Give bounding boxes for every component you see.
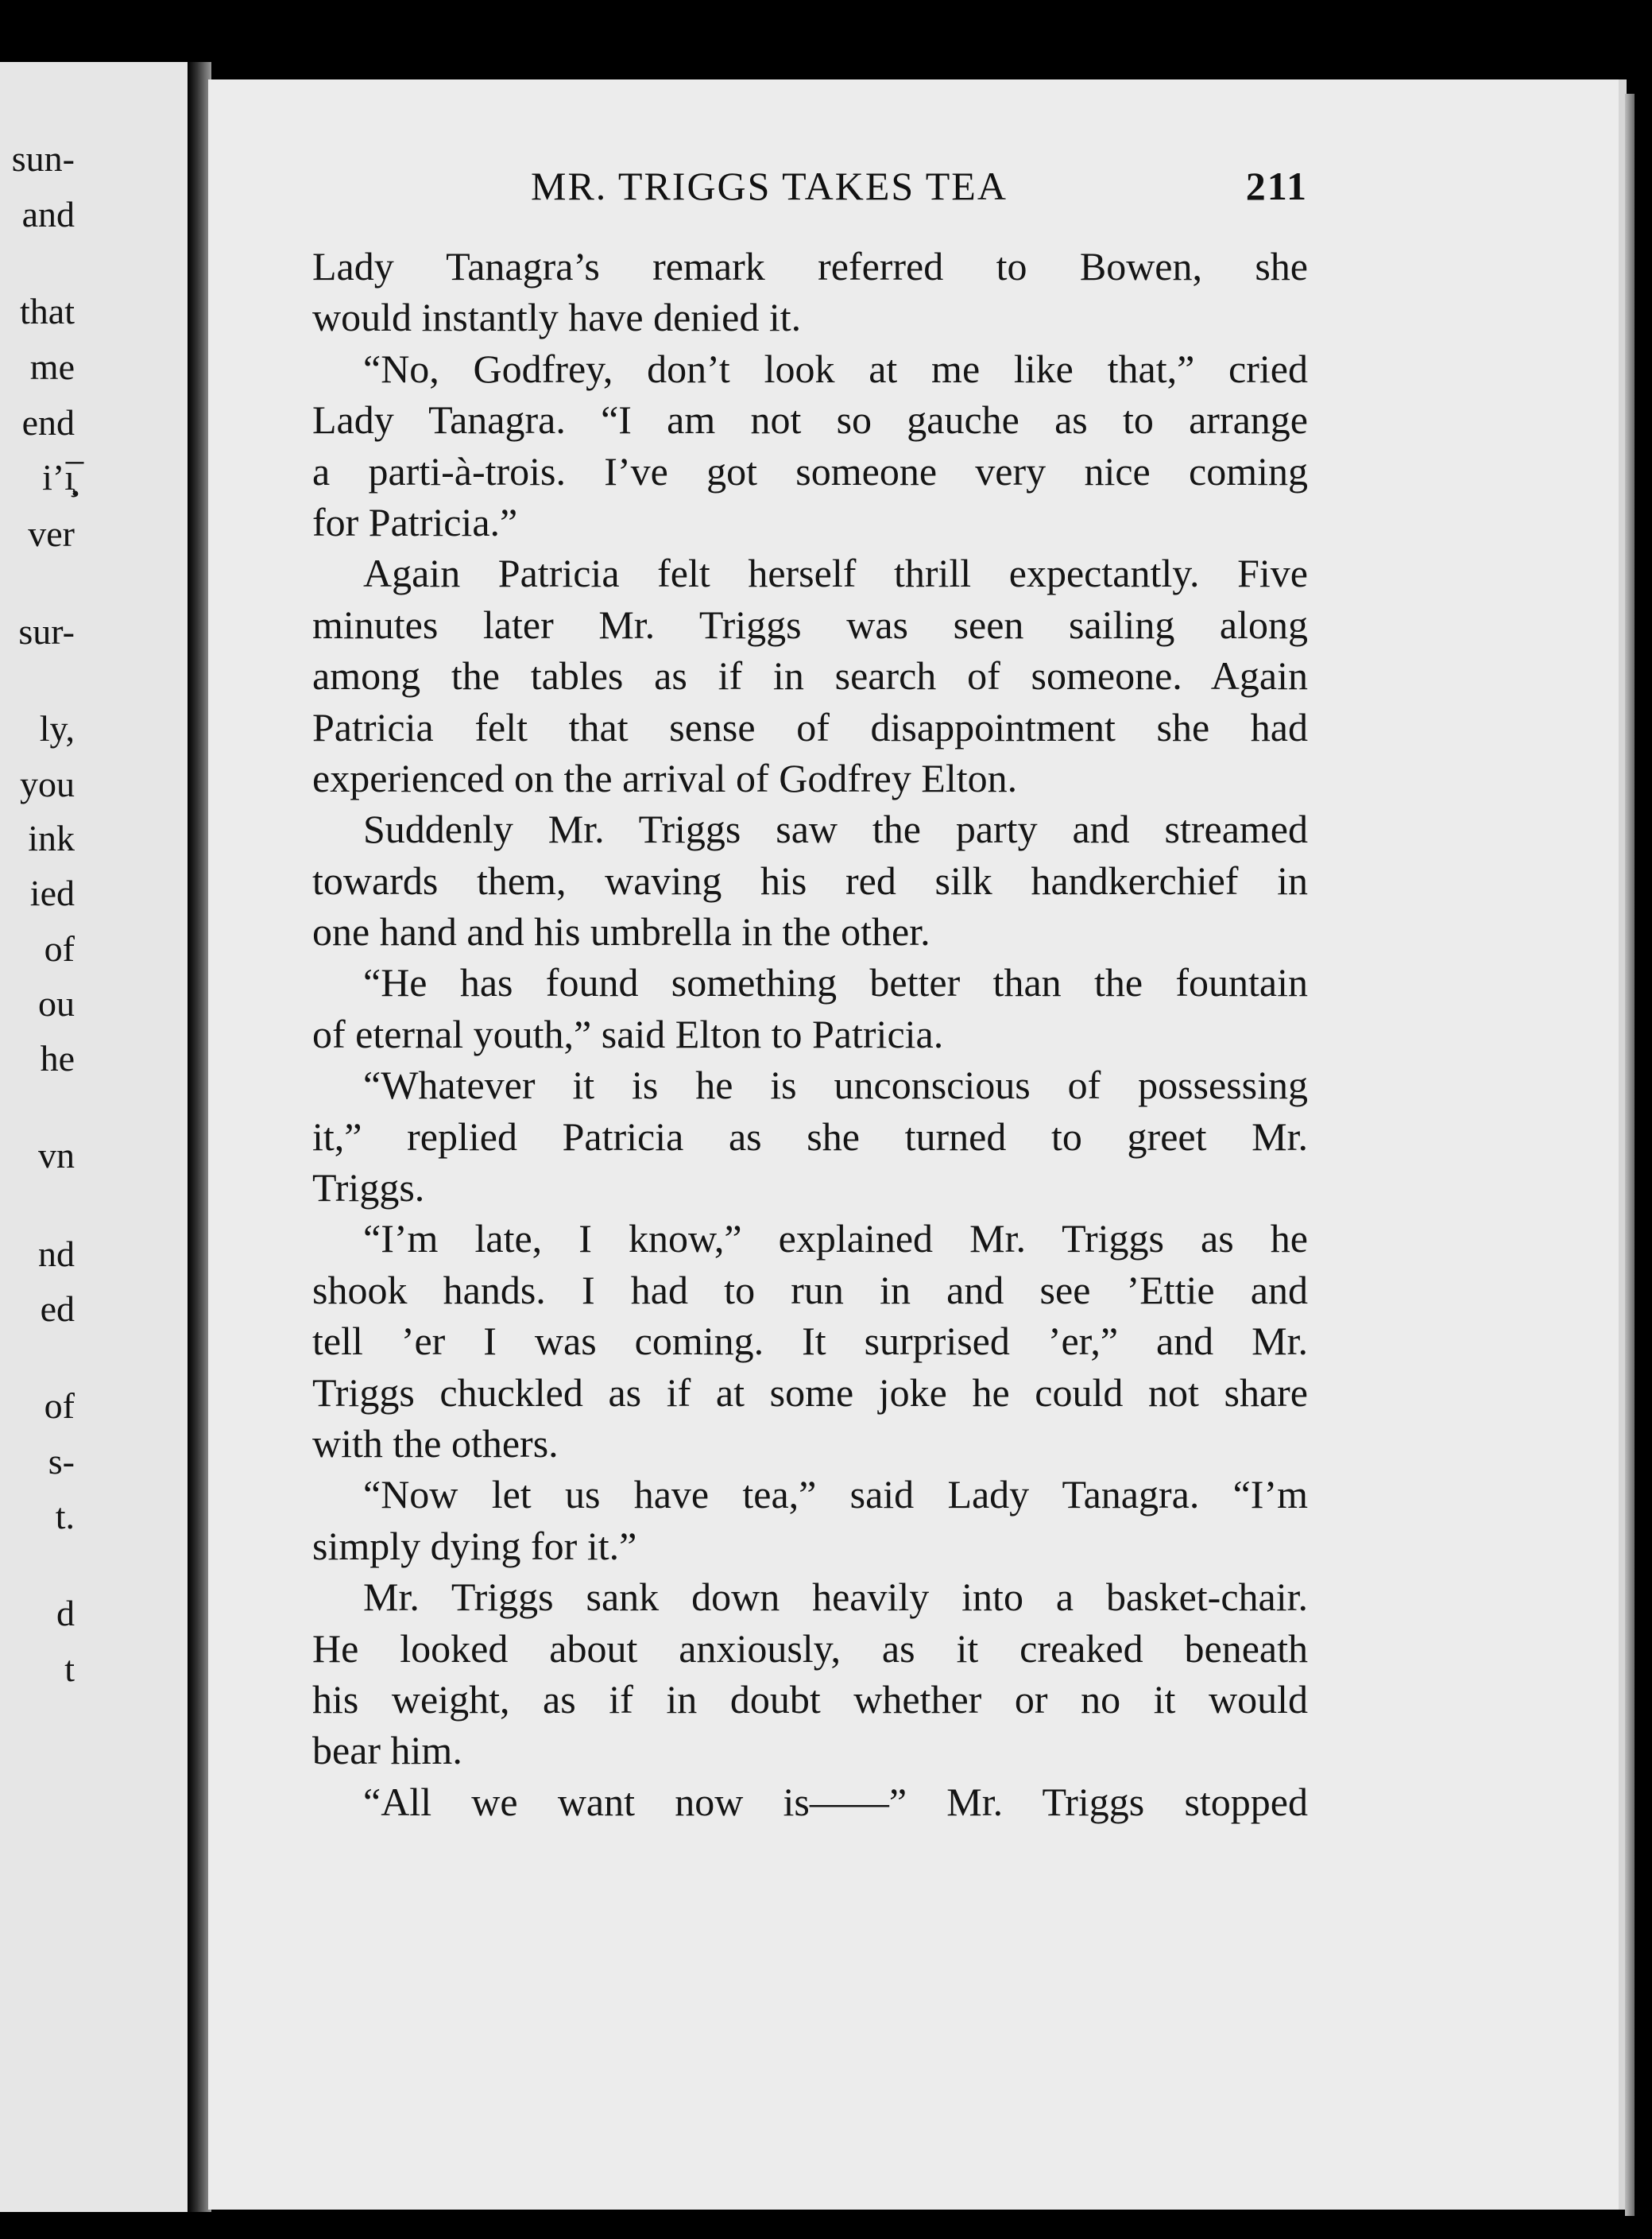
left-page-fragment: t. xyxy=(55,1496,75,1536)
page-edge-shadow xyxy=(1625,94,1635,2216)
left-page-fragment: sur- xyxy=(18,611,75,652)
left-page-fragment: d xyxy=(56,1593,75,1633)
left-page-fragment: ied xyxy=(29,873,75,913)
left-page-fragment: nd xyxy=(38,1234,75,1274)
left-facing-page xyxy=(0,62,188,2212)
text-line: “Whatever it is he is unconscious of possessing xyxy=(363,1063,1308,1108)
text-line: minutes later Mr. Triggs was seen sailing along xyxy=(312,602,1308,647)
left-page-fragment: of xyxy=(44,928,75,969)
text-line: tell ’er I was coming. It surprised ’er,” and Mr. xyxy=(312,1319,1308,1364)
text-line: experienced on the arrival of Godfrey Elton. xyxy=(312,755,1018,800)
text-line: “Now let us have tea,” said Lady Tanagra. “I’m xyxy=(363,1472,1308,1517)
left-page-fragment: that xyxy=(20,291,75,331)
left-page-fragment: ou xyxy=(38,983,75,1024)
text-line: He looked about anxiously, as it creaked beneath xyxy=(312,1625,1308,1671)
left-page-fragment: vn xyxy=(38,1135,75,1176)
text-line: Again Patricia felt herself thrill expectantly. Five xyxy=(363,551,1308,596)
text-line: “No, Godfrey, don’t look at me like that,” cried xyxy=(363,346,1308,391)
text-line: Mr. Triggs sank down heavily into a basket-chair. xyxy=(363,1575,1308,1620)
text-line: would instantly have denied it. xyxy=(312,295,802,340)
left-page-fragment: and xyxy=(21,194,75,234)
text-line: among the tables as if in search of someone. Again xyxy=(312,653,1308,699)
left-page-fragment: t xyxy=(64,1648,75,1689)
text-line: towards them, waving his red silk handkerchief in xyxy=(312,858,1308,903)
running-title: MR. TRIGGS TAKES TEA xyxy=(531,164,1008,208)
text-line: Suddenly Mr. Triggs saw the party and streamed xyxy=(363,807,1308,852)
text-line: one hand and his umbrella in the other. xyxy=(312,909,930,955)
body-text xyxy=(312,241,1308,1827)
text-line: Triggs. xyxy=(312,1165,425,1211)
text-line: “All we want now is——” Mr. Triggs stopped xyxy=(363,1779,1308,1824)
left-page-fragment: sun- xyxy=(11,138,75,179)
left-page-fragment: he xyxy=(40,1038,75,1079)
left-page-fragment: s- xyxy=(48,1441,75,1482)
left-page-fragment: you xyxy=(20,764,75,804)
text-line: a parti-à-trois. I’ve got someone very nice coming xyxy=(312,448,1308,494)
text-line: it,” replied Patricia as she turned to greet Mr. xyxy=(312,1114,1308,1159)
text-line: Patricia felt that sense of disappointment she had xyxy=(312,704,1308,750)
text-line: for Patricia.” xyxy=(312,499,518,544)
text-line: Triggs chuckled as if at some joke he could not share xyxy=(312,1369,1308,1415)
left-page-fragment: i’ı̧̣̅ xyxy=(42,457,75,498)
text-line: simply dying for it.” xyxy=(312,1523,637,1568)
text-line: shook hands. I had to run in and see ’Ettie and xyxy=(312,1267,1308,1312)
left-page-fragment: end xyxy=(21,402,75,443)
page-number: 211 xyxy=(1245,164,1308,208)
text-line: bear him. xyxy=(312,1728,462,1773)
left-page-fragment: ly, xyxy=(39,708,75,749)
text-line: Lady Tanagra’s remark referred to Bowen, she xyxy=(312,244,1308,289)
text-line: Lady Tanagra. “I am not so gauche as to arrange xyxy=(312,397,1308,443)
text-line: with the others. xyxy=(312,1420,559,1466)
text-line: his weight, as if in doubt whether or no it would xyxy=(312,1676,1308,1722)
left-page-fragment: ver xyxy=(28,513,75,554)
running-head xyxy=(312,163,1308,219)
left-page-fragment: of xyxy=(44,1385,75,1426)
left-page-fragment: ink xyxy=(28,818,75,858)
text-line: “He has found something better than the fountain xyxy=(363,960,1308,1005)
left-page-fragment: me xyxy=(29,347,75,387)
text-line: of eternal youth,” said Elton to Patricia. xyxy=(312,1011,944,1056)
text-line: “I’m late, I know,” explained Mr. Triggs as he xyxy=(363,1216,1308,1261)
left-page-fragment: ed xyxy=(40,1288,75,1329)
